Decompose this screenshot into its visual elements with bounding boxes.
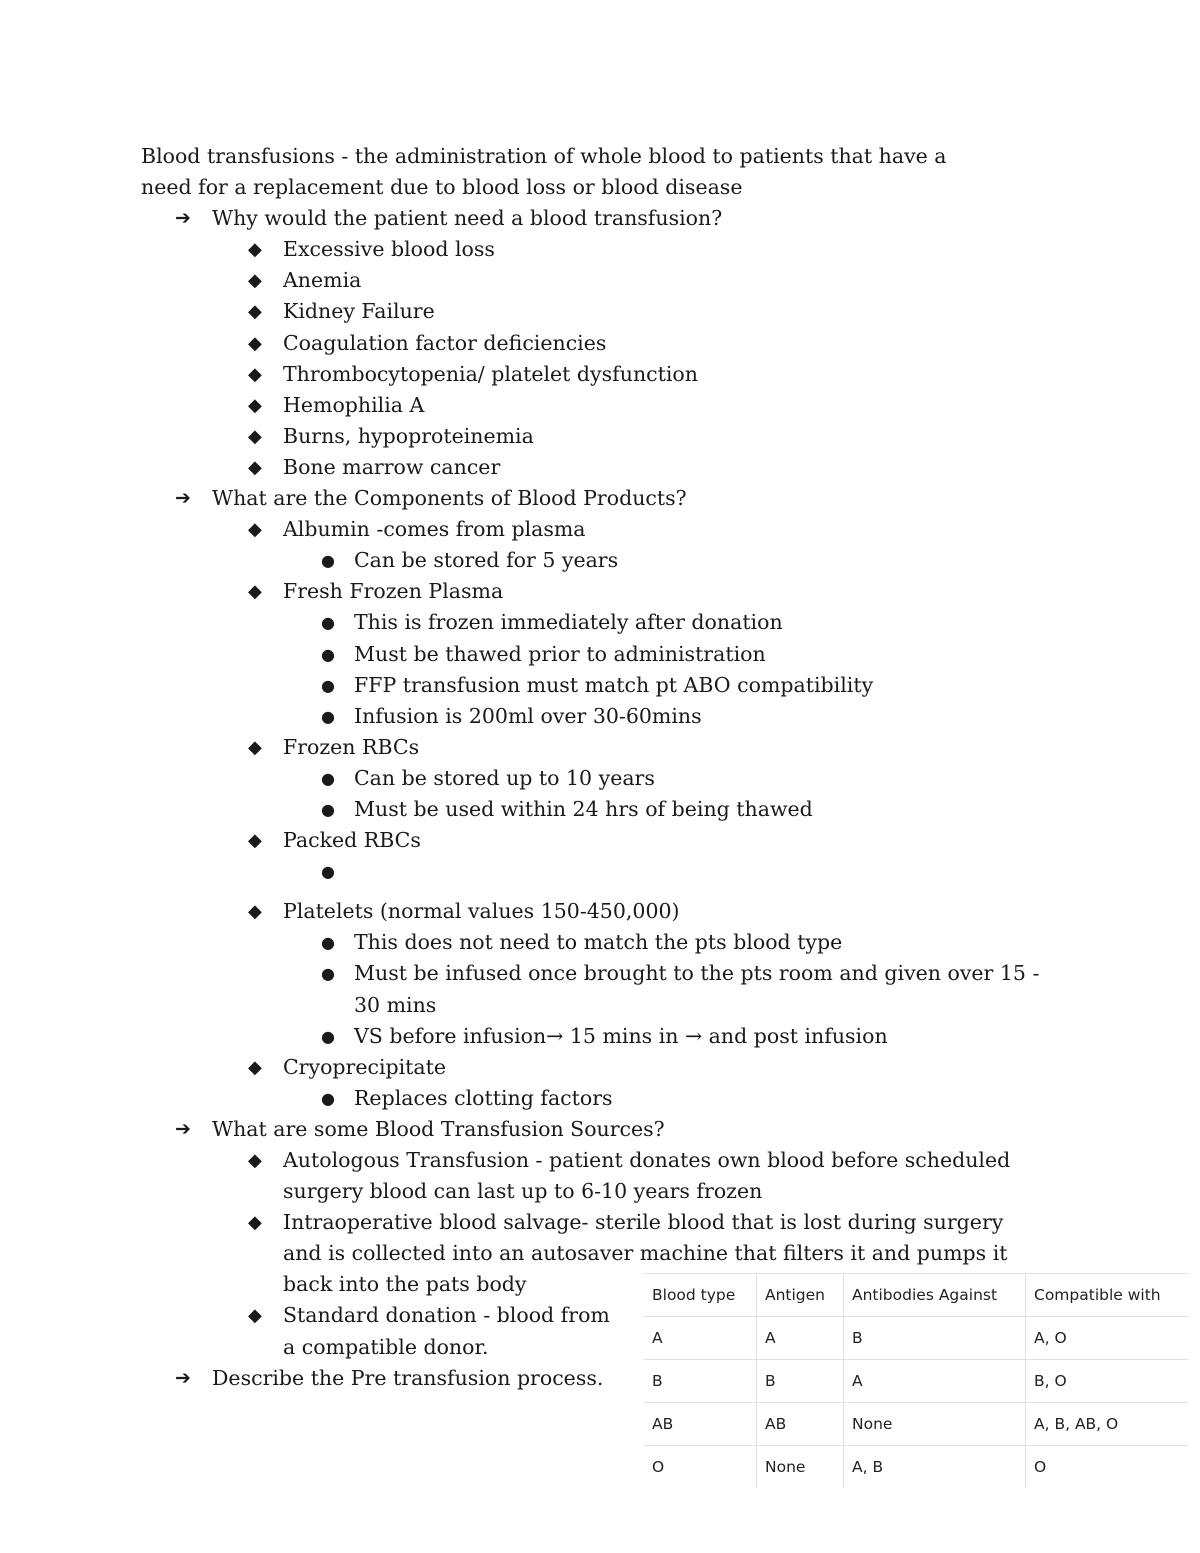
diamond-bullet-icon: ◆ xyxy=(248,332,262,354)
diamond-bullet-icon: ◆ xyxy=(248,736,262,758)
list-item xyxy=(212,328,1041,359)
item-text: Frozen RBCs xyxy=(283,734,420,759)
diamond-bullet-icon: ◆ xyxy=(248,1212,262,1234)
dot-bullet-icon: ● xyxy=(321,613,335,633)
dot-bullet-icon: ● xyxy=(321,1026,335,1046)
table-row xyxy=(644,1317,1188,1360)
sub-list xyxy=(283,763,1041,825)
table-cell: O xyxy=(644,1446,757,1489)
item-text: Intraoperative blood salvage- sterile blood that is lost during surgery and is collected into an autosaver machine that filters it and pumps it back into the pats body xyxy=(283,1210,1008,1297)
diamond-bullet-icon: ◆ xyxy=(248,301,262,323)
item-text: Fresh Frozen Plasma xyxy=(283,579,504,604)
section-title: What are the Components of Blood Products? xyxy=(212,486,687,511)
sub-item-text: Infusion is 200ml over 30-60mins xyxy=(354,703,702,728)
sub-item-text: FFP transfusion must match pt ABO compatibility xyxy=(354,672,874,697)
list-item xyxy=(212,296,1041,327)
column-header: Blood type xyxy=(644,1274,757,1317)
table-cell: B, O xyxy=(1026,1360,1189,1403)
item-text: Anemia xyxy=(283,268,362,293)
column-header: Antibodies Against xyxy=(844,1274,1026,1317)
sub-item-text: VS before infusion→ 15 mins in → and post infusion xyxy=(354,1023,888,1048)
item-text: Excessive blood loss xyxy=(283,237,495,262)
list-item xyxy=(212,265,1041,296)
item-text: Autologous Transfusion - patient donates own blood before scheduled surgery blood can last up to 6-10 years frozen xyxy=(283,1148,1011,1204)
dot-bullet-icon: ● xyxy=(321,964,335,984)
sub-item-text: Must be used within 24 hrs of being thawed xyxy=(354,796,813,821)
sub-list xyxy=(283,545,1041,576)
table-cell: A, B, AB, O xyxy=(1026,1403,1189,1446)
sub-item xyxy=(283,927,1041,958)
dot-bullet-icon: ● xyxy=(321,933,335,953)
sub-list xyxy=(283,927,1041,1051)
sub-item xyxy=(283,1083,1041,1114)
dot-bullet-icon: ● xyxy=(321,1088,335,1108)
section-heading-components xyxy=(141,483,1041,1114)
sub-item-text: Replaces clotting factors xyxy=(354,1085,613,1110)
list-item xyxy=(212,825,1041,896)
diamond-bullet-icon: ◆ xyxy=(248,1305,262,1327)
section-title: What are some Blood Transfusion Sources? xyxy=(212,1116,665,1141)
table-cell: None xyxy=(757,1446,844,1489)
diamond-bullet-icon: ◆ xyxy=(248,363,262,385)
sub-list xyxy=(283,607,1041,731)
arrow-icon: ➔ xyxy=(175,487,191,510)
table-header-row xyxy=(644,1274,1188,1317)
table-cell: A, O xyxy=(1026,1317,1189,1360)
sub-item-text: Must be infused once brought to the pts room and given over 15 - 30 mins xyxy=(354,961,1040,1017)
table-row xyxy=(644,1360,1188,1403)
dot-bullet-icon: ● xyxy=(321,706,335,726)
blood-type-table xyxy=(644,1273,1188,1488)
diamond-bullet-icon: ◆ xyxy=(248,425,262,447)
table-row xyxy=(644,1403,1188,1446)
diamond-bullet-icon: ◆ xyxy=(248,394,262,416)
diamond-bullet-icon: ◆ xyxy=(248,519,262,541)
sub-item xyxy=(283,1021,1041,1052)
list-item xyxy=(212,1145,1043,1207)
dot-bullet-icon: ● xyxy=(321,768,335,788)
sub-item xyxy=(283,545,1041,576)
section-title: Why would the patient need a blood transfusion? xyxy=(212,206,723,231)
column-header: Antigen xyxy=(757,1274,844,1317)
list-item xyxy=(212,421,1041,452)
list-item xyxy=(212,359,1041,390)
item-text: Hemophilia A xyxy=(283,392,425,417)
table-cell: A xyxy=(644,1317,757,1360)
item-text: Kidney Failure xyxy=(283,299,435,324)
diamond-bullet-icon: ◆ xyxy=(248,270,262,292)
item-text: Albumin -comes from plasma xyxy=(283,517,586,542)
sub-item xyxy=(283,856,1041,896)
diamond-bullet-icon: ◆ xyxy=(248,456,262,478)
arrow-icon: ➔ xyxy=(175,1117,191,1140)
diamond-bullet-icon: ◆ xyxy=(248,901,262,923)
list-item xyxy=(212,514,1041,576)
table-cell: AB xyxy=(644,1403,757,1446)
sub-item-text: Must be thawed prior to administration xyxy=(354,641,766,666)
sub-item-text: This is frozen immediately after donation xyxy=(354,610,783,635)
sub-item-text: Can be stored up to 10 years xyxy=(354,765,655,790)
item-text: Standard donation - blood from a compatible donor. xyxy=(283,1303,610,1359)
intro-paragraph: Blood transfusions - the administration of whole blood to patients that have a need for a replacement due to blood loss or blood disease xyxy=(141,144,947,200)
section-heading-reasons xyxy=(141,203,1041,483)
list-item xyxy=(212,896,1041,1051)
table-cell: A xyxy=(757,1317,844,1360)
list-item xyxy=(212,732,1041,825)
item-text: Cryoprecipitate xyxy=(283,1054,447,1079)
item-text: Thrombocytopenia/ platelet dysfunction xyxy=(283,361,698,386)
sub-item xyxy=(283,701,1041,732)
table-cell: B xyxy=(757,1360,844,1403)
table-cell: None xyxy=(844,1403,1026,1446)
table-row xyxy=(644,1446,1188,1489)
item-text: Burns, hypoproteinemia xyxy=(283,423,534,448)
sub-list xyxy=(283,856,1041,896)
sub-item-text: This does not need to match the pts blood type xyxy=(354,930,843,955)
column-header: Compatible with xyxy=(1026,1274,1189,1317)
item-text: Coagulation factor deficiencies xyxy=(283,330,607,355)
table-cell: A xyxy=(844,1360,1026,1403)
list-item xyxy=(212,390,1041,421)
sub-item-text: Can be stored for 5 years xyxy=(354,548,619,573)
outline-list xyxy=(141,203,1041,1394)
section-title: Describe the Pre transfusion process. xyxy=(212,1365,604,1390)
arrow-icon: ➔ xyxy=(175,1366,191,1389)
diamond-bullet-icon: ◆ xyxy=(248,830,262,852)
item-text: Platelets (normal values 150-450,000) xyxy=(283,899,680,924)
table-cell: B xyxy=(644,1360,757,1403)
item-text: Bone marrow cancer xyxy=(283,454,501,479)
dot-bullet-icon: ● xyxy=(321,675,335,695)
list-item xyxy=(212,452,1041,483)
dot-bullet-icon: ● xyxy=(321,551,335,571)
diamond-bullet-icon: ◆ xyxy=(248,581,262,603)
dot-bullet-icon: ● xyxy=(321,799,335,819)
list-item xyxy=(212,234,1041,265)
table-cell: A, B xyxy=(844,1446,1026,1489)
diamond-bullet-icon: ◆ xyxy=(248,1150,262,1171)
components-list xyxy=(212,514,1041,1114)
reasons-list xyxy=(212,234,1041,483)
item-text: Packed RBCs xyxy=(283,828,421,853)
diamond-bullet-icon: ◆ xyxy=(248,1056,262,1078)
list-item xyxy=(212,1052,1041,1114)
dot-bullet-icon: ● xyxy=(321,862,335,882)
list-item xyxy=(212,576,1041,731)
sub-item xyxy=(283,639,1041,670)
table-cell: AB xyxy=(757,1403,844,1446)
document-body xyxy=(141,141,1041,1394)
sub-item xyxy=(283,794,1041,825)
table-cell: B xyxy=(844,1317,1026,1360)
dot-bullet-icon: ● xyxy=(321,644,335,664)
sub-item xyxy=(283,607,1041,638)
sub-list xyxy=(283,1083,1041,1114)
arrow-icon: ➔ xyxy=(175,207,191,230)
sub-item xyxy=(283,670,1041,701)
diamond-bullet-icon: ◆ xyxy=(248,239,262,261)
table-cell: O xyxy=(1026,1446,1189,1489)
sub-item xyxy=(283,958,1041,1020)
sub-item xyxy=(283,763,1041,794)
